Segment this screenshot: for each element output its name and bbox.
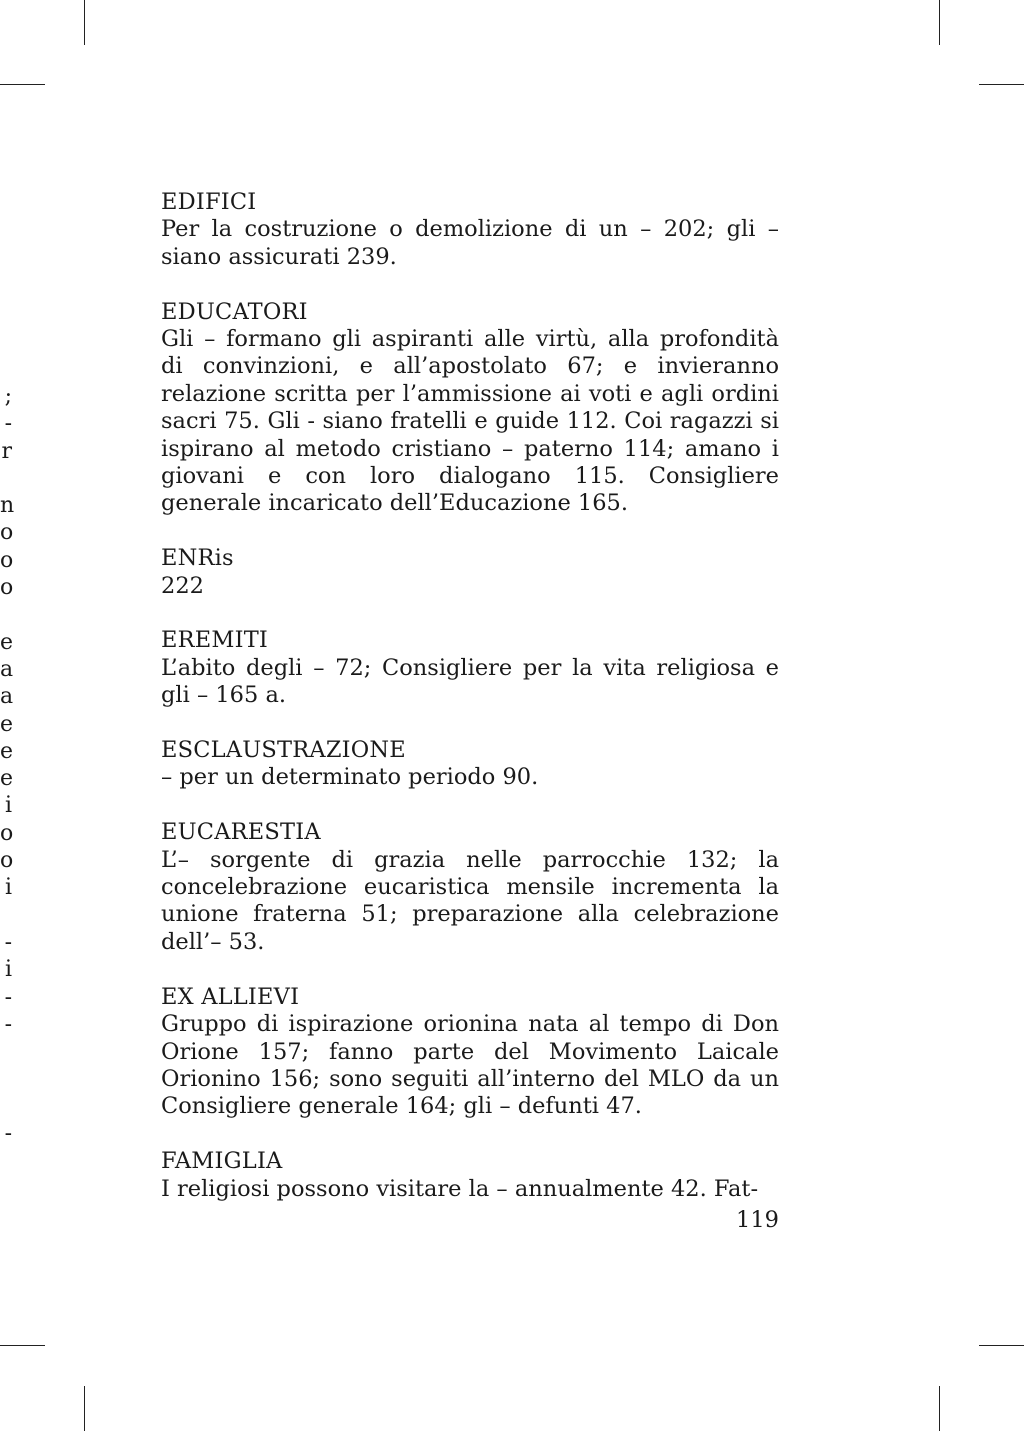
facing-page-fragment: - — [4, 929, 12, 955]
index-entry-heading: FAMIGLIA — [161, 1148, 283, 1175]
crop-mark-bottom-left-horizontal — [0, 1345, 45, 1346]
index-entry — [161, 545, 779, 600]
facing-page-fragment — [0, 1065, 12, 1092]
facing-page-fragment: e — [0, 766, 14, 792]
page-number: 119 — [736, 1207, 779, 1233]
index-entry-text: – per un determinato periodo 90. — [161, 764, 539, 791]
crop-mark-bottom-right — [939, 1386, 940, 1431]
facing-page-fragment: a — [0, 656, 14, 682]
facing-page-fragment: n — [0, 493, 15, 519]
crop-mark-bottom-right-horizontal — [979, 1345, 1024, 1346]
index-entry — [161, 984, 779, 1121]
index-entry-heading: ESCLAUSTRAZIONE — [161, 737, 406, 764]
index-entry-text: 222 — [161, 572, 204, 599]
index-entry-heading: ENRis — [161, 545, 234, 572]
facing-page-fragment: a — [0, 684, 14, 710]
crop-mark-top-right — [939, 0, 940, 45]
facing-page-fragment: o — [0, 848, 14, 874]
facing-page-fragment: o — [0, 520, 14, 546]
index-entry-heading: EUCARESTIA — [161, 819, 321, 846]
facing-page-fragment: - — [4, 984, 12, 1010]
index-entry — [161, 737, 779, 792]
index-entry-text: Per la costruzione o demolizione di un – 202; gli – siano assicurati 239. — [161, 216, 779, 270]
facing-page-fragment — [0, 465, 12, 492]
facing-page-fragments — [0, 383, 15, 1147]
index-entry — [161, 299, 779, 518]
facing-page-fragment — [0, 902, 12, 929]
index-entry-text: I religiosi possono visitare la – annualmente 42. Fat- — [161, 1175, 759, 1202]
facing-page-fragment: i — [4, 875, 12, 901]
index-entry — [161, 1148, 779, 1203]
index-entry-heading: EREMITI — [161, 627, 269, 654]
facing-page-fragment: r — [1, 438, 12, 464]
index-entry — [161, 189, 779, 271]
facing-page-fragment — [0, 601, 12, 628]
crop-mark-bottom-left — [84, 1386, 85, 1431]
crop-mark-top-left — [84, 0, 85, 45]
facing-page-fragment — [0, 1093, 12, 1120]
facing-page-fragment: ; — [4, 384, 12, 409]
facing-page-fragment: i — [4, 793, 12, 819]
facing-page-fragment: - — [4, 1011, 12, 1037]
index-entry-text: Gli – formano gli aspiranti alle virtù, alla profondità di convinzioni, e all’apostolato 67; e invieranno relazione scritta per l’ammissione ai voti e agli ordini sacri 75. Gli - siano fratelli e guide 112. Coi ragazzi si ispirano al metodo cristiano – paterno 114; amano i giovani e con loro dialogano 115. Consigliere generale incaricato dell’Educazione 165. — [161, 326, 779, 517]
facing-page-fragment: o — [0, 820, 14, 846]
facing-page-fragment: - — [4, 411, 12, 437]
index-entry-heading: EDUCATORI — [161, 298, 308, 325]
facing-page-fragment: o — [0, 575, 14, 601]
index-entry — [161, 627, 779, 709]
crop-mark-top-right-horizontal — [979, 84, 1024, 85]
index-entry-text: L’abito degli – 72; Consigliere per la vita religiosa e gli – 165 a. — [161, 654, 779, 709]
index-entry-heading: EX ALLIEVI — [161, 983, 300, 1010]
facing-page-fragment: o — [0, 547, 14, 573]
facing-page-fragment: e — [0, 738, 14, 764]
facing-page-fragment: - — [4, 1121, 12, 1147]
facing-page-fragment: e — [0, 711, 14, 737]
index-entry-text: Gruppo di ispirazione orionina nata al tempo di Don Orione 157; fanno parte del Movimento Laicale Orionino 156; sono seguiti all’interno del MLO da un Consigliere generale 164; gli – defunti 47. — [161, 1011, 779, 1120]
facing-page-fragment: e — [0, 629, 14, 655]
crop-mark-top-left-horizontal — [0, 84, 45, 85]
index-column — [161, 189, 779, 1230]
index-entry-heading: EDIFICI — [161, 189, 257, 215]
facing-page-fragment — [0, 1038, 12, 1065]
index-entry — [161, 819, 779, 956]
index-entry-text: L’– sorgente di grazia nelle parrocchie 132; la concelebrazione eucaristica mensile incrementa la unione fraterna 51; preparazione alla celebrazione dell’– 53. — [161, 846, 779, 955]
facing-page-fragment: i — [4, 957, 12, 983]
